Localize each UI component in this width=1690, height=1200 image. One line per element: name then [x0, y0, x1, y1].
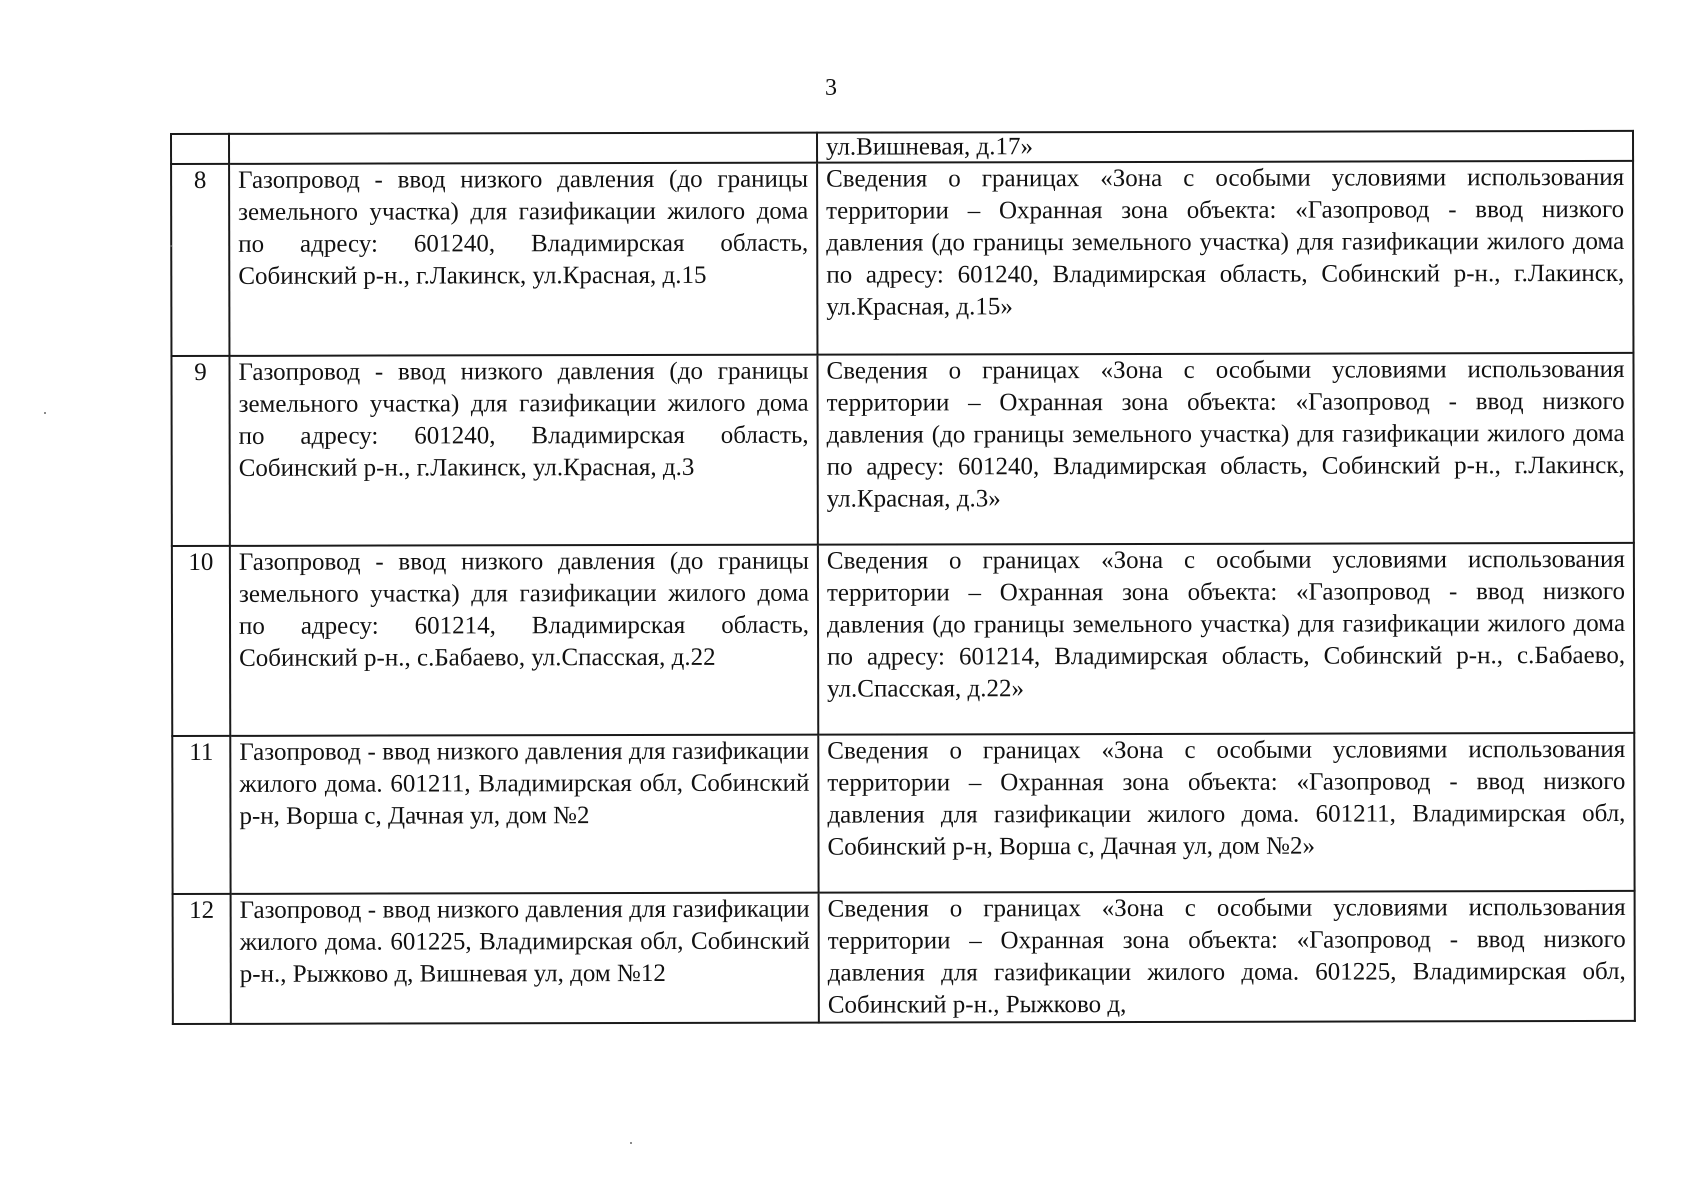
table-row: [173, 891, 1635, 1024]
row-number-cell: [171, 134, 229, 164]
table-row: [172, 733, 1634, 894]
object-description-cell: Газопровод - ввод низкого давления (до границы земельного участка) для газификации жилого дома по адресу: 601240, Владимирская область, Собинский р-н., г.Лакинск, ул.Красная, д.15: [229, 163, 817, 356]
row-number-cell: 12: [173, 894, 231, 1024]
scan-speck: [630, 1142, 632, 1144]
zone-info-cell: Сведения о границах «Зона с особыми условиями использования территории – Охранная зона объекта: «Газопровод - ввод низкого давления для газификации жилого дома. 601225, Владимирская обл, Собинский р-н., Рыжково д,: [819, 891, 1635, 1023]
object-description-cell: Газопровод - ввод низкого давления для газификации жилого дома. 601211, Владимирская обл, Собинский р-н, Ворша с, Дачная ул, дом №2: [230, 735, 818, 894]
object-description-cell: Газопровод - ввод низкого давления (до границы земельного участка) для газификации жилого дома по адресу: 601214, Владимирская область, Собинский р-н., с.Бабаево, ул.Спасская, д.22: [230, 545, 818, 736]
object-description-cell: Газопровод - ввод низкого давления (до границы земельного участка) для газификации жилого дома по адресу: 601240, Владимирская область, Собинский р-н., г.Лакинск, ул.Красная, д.3: [229, 355, 817, 546]
zone-info-cell: Сведения о границах «Зона с особыми условиями использования территории – Охранная зона объекта: «Газопровод - ввод низкого давления (до границы земельного участка) для газификации жилого дома по адресу: 601240, Владимирская область, Собинский р-н., г.Лакинск, ул.Красная, д.15»: [817, 161, 1633, 355]
zone-info-cell: Сведения о границах «Зона с особыми условиями использования территории – Охранная зона объекта: «Газопровод - ввод низкого давления для газификации жилого дома. 601211, Владимирская обл, Собинский р-н, Ворша с, Дачная ул, дом №2»: [818, 733, 1634, 893]
table-row: [171, 353, 1633, 546]
zones-table: [170, 130, 1636, 1025]
row-number-cell: 11: [172, 736, 230, 894]
scan-speck: [44, 412, 46, 414]
object-description-cell: [229, 133, 817, 164]
table-row: [172, 543, 1634, 736]
zone-info-cell: Сведения о границах «Зона с особыми условиями использования территории – Охранная зона объекта: «Газопровод - ввод низкого давления (до границы земельного участка) для газификации жилого дома по адресу: 601240, Владимирская область, Собинский р-н., г.Лакинск, ул.Красная, д.3»: [817, 353, 1633, 545]
zone-info-cell: ул.Вишневая, д.17»: [817, 131, 1633, 163]
object-description-cell: Газопровод - ввод низкого давления для газификации жилого дома. 601225, Владимирская обл, Собинский р-н., Рыжково д, Вишневая ул, дом №12: [231, 893, 819, 1024]
zone-info-cell: Сведения о границах «Зона с особыми условиями использования территории – Охранная зона объекта: «Газопровод - ввод низкого давления (до границы земельного участка) для газификации жилого дома по адресу: 601214, Владимирская область, Собинский р-н., с.Бабаево, ул.Спасская, д.22»: [818, 543, 1634, 735]
scan-speck: [170, 245, 172, 247]
table-row: [171, 161, 1633, 356]
page-number: 3: [825, 75, 837, 101]
table-row-continuation: [171, 131, 1633, 164]
row-number-cell: 10: [172, 546, 230, 736]
row-number-cell: 9: [171, 356, 229, 546]
row-number-cell: 8: [171, 164, 229, 356]
